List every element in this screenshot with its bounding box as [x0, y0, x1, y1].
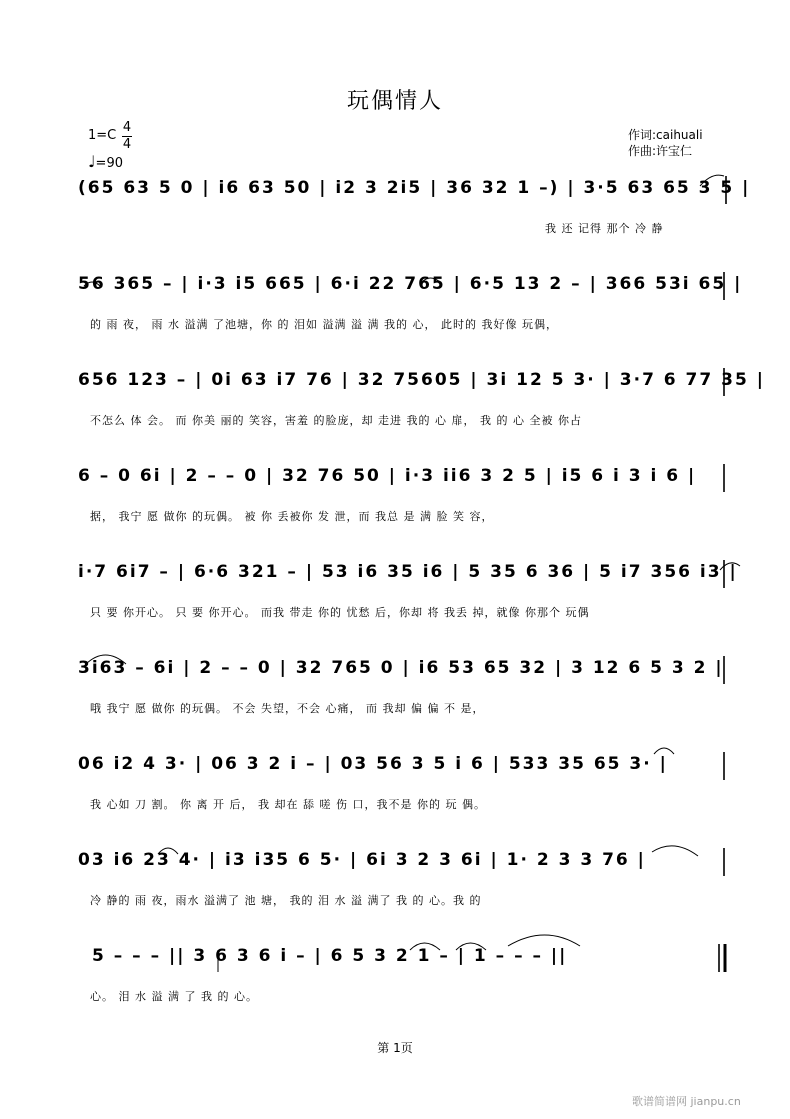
music-line: 656 123 – | 0i 63 i7 76 | 32 75605 | 3i 12 5 3· | 3·7 6 77 35 | [78, 370, 765, 390]
lyric-line: 只 要 你开心。 只 要 你开心。 而我 带走 你的 忧愁 后，你却 将 我丢 掉，就像 你那个 玩偶 [90, 606, 590, 619]
slur-mark [86, 655, 126, 664]
slur-mark [84, 282, 100, 286]
lyric-line: 哦 我宁 愿 做你 的玩偶。 不会 失望，不会 心痛， 而 我却 偏 偏 不 是， [90, 702, 485, 715]
time-signature-top: 4 [122, 120, 132, 135]
music-line: 6 – 0 6i | 2 – – 0 | 32 76 50 | i·3 ii6 3 2 5 | i5 6 i 3 i 6 | [78, 466, 697, 486]
slur-mark [700, 175, 724, 186]
slur-mark [410, 943, 440, 950]
slur-mark [422, 278, 440, 282]
lyric-line: 不怎么 体 会。 而 你美 丽的 笑容，害羞 的脸庞，却 走进 我的 心 扉， 我 的 心 全被 你占 [90, 414, 582, 427]
music-line: 06 i2 4 3· | 06 3 2 i – | 03 56 3 5 i 6 | 533 35 65 3· | [78, 754, 668, 774]
lyric-line: 我 心如 刀 割。 你 离 开 后， 我 却在 舔 嗟 伤 口，我不是 你的 玩 偶。 [90, 798, 486, 811]
quarter-note-icon: ♩ [88, 152, 96, 171]
lyric-line: 的 雨 夜， 雨 水 溢满 了池塘，你 的 泪如 溢满 溢 满 我的 心， 此时的 我好像 玩偶， [90, 318, 558, 331]
lyric-line: 心。 泪 水 溢 满 了 我 的 心。 [90, 990, 258, 1003]
page-title: 玩偶情人 [346, 89, 443, 114]
watermark: 歌谱简谱网 jianpu.cn [632, 1095, 741, 1108]
slur-mark [456, 943, 486, 950]
slur-mark [508, 935, 580, 946]
slur-mark [158, 848, 178, 854]
music-line: 3i63 – 6i | 2 – – 0 | 32 765 0 | i6 53 65 32 | 3 12 6 5 3 2 | [78, 658, 724, 678]
composer: 作曲:许宝仁 [628, 144, 693, 158]
music-line: 03 i6 23 4· | i3 i35 6 5· | 6i 3 2 3 6i | 1· 2 3 3 76 | [78, 850, 646, 870]
slur-mark [654, 748, 674, 754]
lyric-line: 冷 静的 雨 夜，雨水 溢满了 池 塘， 我的 泪 水 溢 满了 我 的 心。我 的 [90, 894, 482, 907]
lyric-line: 据， 我宁 愿 做你 的玩偶。 被 你 丢被你 发 泄，而 我总 是 满 脸 笑 容， [90, 510, 494, 523]
key-signature: 1=C [88, 128, 117, 143]
lyricist: 作词:caihuali [628, 128, 703, 142]
music-line: i·7 6i7 – | 6·6 321 – | 53 i6 35 i6 | 5 35 6 36 | 5 i7 356 i3 | [78, 562, 738, 582]
lyric-line: 我 还 记得 那个 冷 静 [545, 222, 664, 235]
page-number: 第 1页 [377, 1041, 413, 1055]
slur-mark [652, 846, 698, 856]
music-line: 5 – – – || 3 6 3 6 i – | 6 5 3 2 1 – | 1 – – – || [92, 946, 568, 966]
music-line: 56 365 – | i·3 i5 665 | 6·i 22 765 | 6·5 13 2 – | 366 53i 65 | [78, 274, 743, 294]
slur-mark [720, 563, 740, 570]
time-signature-bottom: 4 [122, 137, 132, 152]
tempo-value: =90 [95, 156, 123, 171]
music-line: (65 63 5 0 | i6 63 50 | i2 3 2i5 | 36 32 1 –) | 3·5 63 65 3 5 | [78, 178, 751, 198]
